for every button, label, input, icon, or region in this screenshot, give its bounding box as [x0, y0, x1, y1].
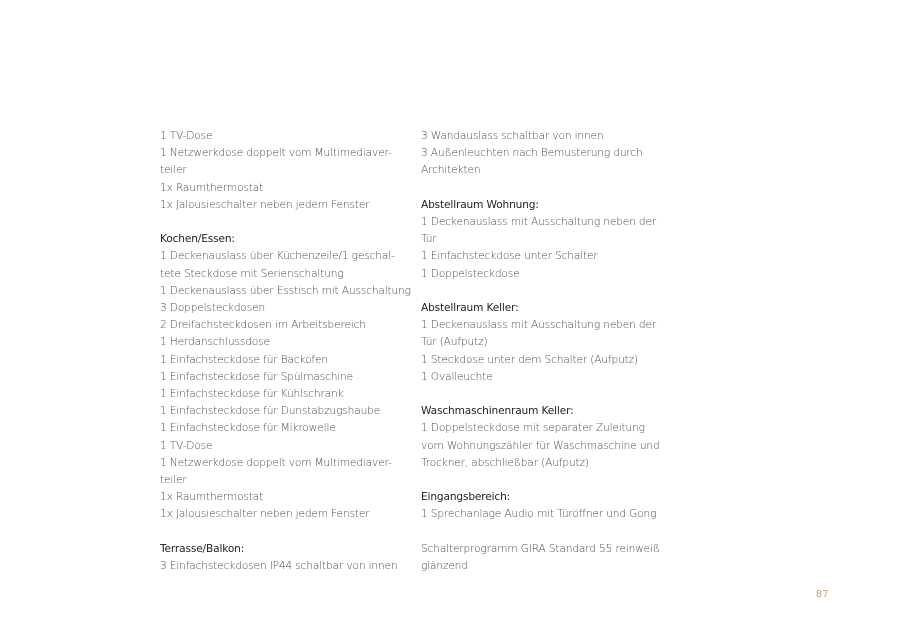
- list-item: 3 Doppelsteckdosen: [160, 302, 266, 315]
- list-item: 1 Einfachsteckdose für Spülmaschine: [160, 370, 354, 383]
- list-item: Schalterprogramm GIRA Standard 55 reinweiß: [421, 542, 660, 555]
- list-item: 1 TV-Dose: [160, 130, 213, 142]
- list-item: 3 Einfachsteckdosen IP44 schaltbar von innen: [160, 560, 398, 573]
- spacer: [421, 472, 661, 489]
- spacer: [160, 214, 400, 231]
- list-item: Tür (Aufputz): [421, 336, 488, 349]
- list-item: 1x Raumthermostat: [160, 181, 264, 194]
- page-number: 87: [816, 589, 829, 600]
- list-item: 1 Einfachsteckdose für Dunstabzugshaube: [160, 405, 381, 418]
- list-item: 1 Herdanschlussdose: [160, 336, 270, 349]
- list-item: vom Wohnungszähler für Waschmaschine und: [421, 439, 660, 452]
- list-item: 1x Jalousieschalter neben jedem Fenster: [160, 198, 370, 211]
- section-heading: Abstellraum Keller:: [421, 302, 519, 314]
- spacer: [421, 283, 661, 300]
- spacer: [421, 386, 661, 403]
- section-abstellraum-keller: [421, 300, 661, 386]
- list-item: 1 Deckenauslass über Küchenzeile/1 geschal-: [160, 250, 395, 263]
- list-item: 1x Jalousieschalter neben jedem Fenster: [160, 508, 370, 521]
- list-item: 3 Wandauslass schaltbar von innen: [421, 130, 604, 142]
- list-item: 1 Einfachsteckdose für Backofen: [160, 353, 328, 366]
- list-item: 1 Sprechanlage Audio mit Türöffner und Gong: [421, 508, 657, 521]
- section-terrasse-balkon: [160, 541, 400, 575]
- list-item: Tür: [421, 233, 437, 246]
- section-heading: Eingangsbereich:: [421, 491, 511, 504]
- section-room-equipment: [160, 128, 400, 214]
- list-item: 1 Deckenauslass mit Ausschaltung neben der: [421, 216, 657, 228]
- section-waschmaschinenraum-keller: [421, 403, 661, 472]
- list-item: teiler: [160, 474, 187, 487]
- section-kochen-essen: [160, 231, 411, 523]
- list-item: 1 Ovalleuchte: [421, 370, 493, 383]
- list-item: 1x Raumthermostat: [160, 491, 264, 504]
- list-item: 1 Einfachsteckdose für Kühlschrank: [160, 388, 344, 401]
- section-heading: Terrasse/Balkon:: [160, 542, 245, 555]
- list-item: 1 Deckenauslass mit Ausschaltung neben der: [421, 319, 657, 332]
- section-abstellraum-wohnung: [421, 197, 661, 283]
- list-item: 1 Deckenauslass über Esstisch mit Ausschaltung: [160, 284, 411, 297]
- section-heading: Waschmaschinenraum Keller:: [421, 405, 574, 418]
- left-column: [160, 128, 411, 575]
- list-item: Trockner, abschließbar (Aufputz): [421, 456, 589, 469]
- section-terrasse-continued: [421, 128, 661, 180]
- list-item: 1 Einfachsteckdose unter Schalter: [421, 250, 598, 263]
- list-item: 2 Dreifachsteckdosen im Arbeitsbereich: [160, 319, 366, 332]
- spacer: [421, 180, 661, 197]
- list-item: 1 Einfachsteckdose für Mikrowelle: [160, 422, 336, 435]
- list-item: 1 Netzwerkdose doppelt vom Multimediaver-: [160, 147, 392, 160]
- right-column: [421, 128, 661, 575]
- list-item: glänzend: [421, 560, 468, 572]
- section-heading: Kochen/Essen:: [160, 233, 235, 246]
- spacer: [160, 524, 400, 541]
- list-item: 1 Steckdose unter dem Schalter (Aufputz): [421, 353, 639, 366]
- list-item: 1 TV-Dose: [160, 439, 213, 452]
- list-item: 1 Netzwerkdose doppelt vom Multimediaver-: [160, 456, 392, 469]
- list-item: 1 Doppelsteckdose mit separater Zuleitung: [421, 422, 645, 435]
- list-item: Architekten: [421, 164, 481, 177]
- section-eingangsbereich: [421, 489, 661, 523]
- list-item: teiler: [160, 164, 187, 177]
- list-item: tete Steckdose mit Serienschaltung: [160, 267, 344, 280]
- list-item: 3 Außenleuchten nach Bemusterung durch: [421, 147, 643, 160]
- section-schalterprogramm: [421, 541, 661, 575]
- section-heading: Abstellraum Wohnung:: [421, 198, 539, 211]
- spacer: [421, 524, 661, 541]
- list-item: 1 Doppelsteckdose: [421, 267, 520, 280]
